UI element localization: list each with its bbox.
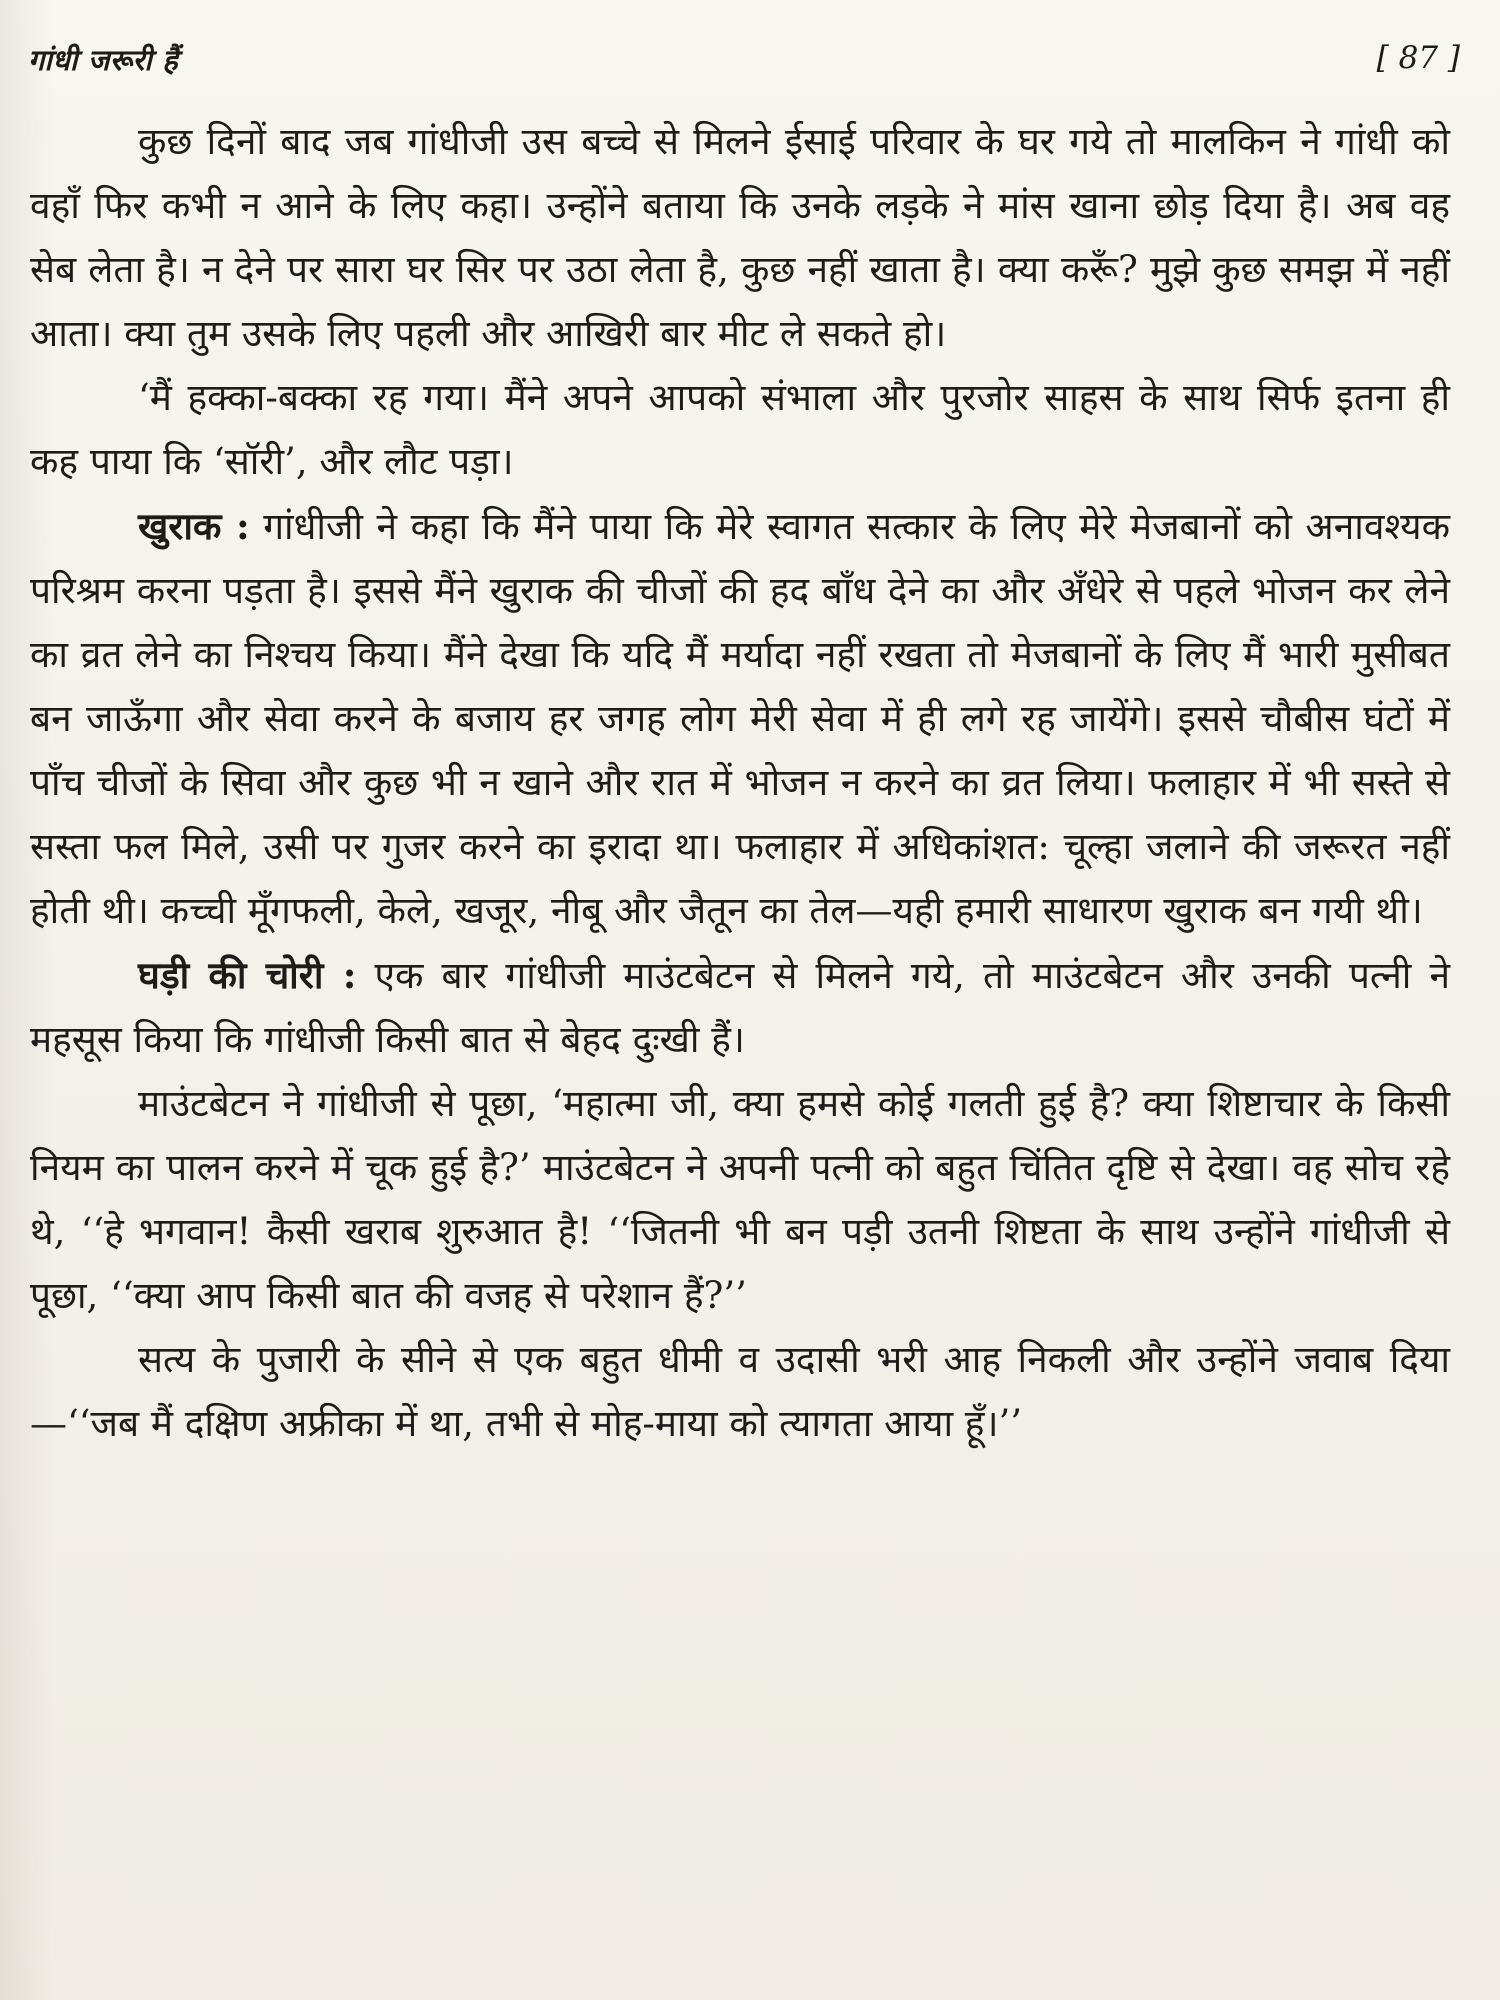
page-header	[28, 40, 1460, 84]
paragraph-text: सत्य के पुजारी के सीने से एक बहुत धीमी व उदासी भरी आह निकली और उन्होंने जवाब दिया—‘‘जब मैं दक्षिण अफ्रीका में था, तभी से मोह-माया को त्यागता आया हूँ।’’	[30, 1338, 1450, 1445]
paragraph-watch-theft	[30, 943, 1450, 1072]
running-title: गांधी जरूरी हैं	[28, 43, 178, 77]
paragraph-text: एक बार गांधीजी माउंटबेटन से मिलने गये, तो माउंटबेटन और उनकी पत्नी ने महसूस किया कि गांधीजी किसी बात से बेहद दुःखी हैं।	[30, 954, 1450, 1061]
paragraph-reaction	[30, 366, 1450, 494]
paragraph-visit	[30, 110, 1450, 366]
paragraph-gandhi-answer	[30, 1328, 1450, 1456]
paragraph-text: गांधीजी ने कहा कि मैंने पाया कि मेरे स्वागत सत्कार के लिए मेरे मेजबानों को अनावश्यक परिश्रम करना पड़ता है। इससे मैंने खुराक की चीजों की हद बाँध देने का और अँधेरे से पहले भोजन कर लेने का व्रत लेने का निश्चय किया। मैंने देखा कि यदि मैं मर्यादा नहीं रखता तो मेजबानों के लिए मैं भारी मुसीबत बन जाऊँगा और सेवा करने के बजाय हर जगह लोग मेरी सेवा में ही लगे रह जायेंगे। इससे चौबीस घंटों में पाँच चीजों के सिवा और कुछ भी न खाने और रात में भोजन न करने का व्रत लिया। फलाहार में भी सस्ते से सस्ता फल मिले, उसी पर गुजर करने का इरादा था। फलाहार में अधिकांशत: चूल्हा जलाने की जरूरत नहीं होती थी। कच्ची मूँगफली, केले, खजूर, नीबू और जैतून का तेल—यही हमारी साधारण खुराक बन गयी थी।	[30, 505, 1450, 932]
paragraph-text: कुछ दिनों बाद जब गांधीजी उस बच्चे से मिलने ईसाई परिवार के घर गये तो मालकिन ने गांधी को वहाँ फिर कभी न आने के लिए कहा। उन्होंने बताया कि उनके लड़के ने मांस खाना छोड़ दिया है। अब वह सेब लेता है। न देने पर सारा घर सिर पर उठा लेता है, कुछ नहीं खाता है। क्या करूँ? मुझे कुछ समझ में नहीं आता। क्या तुम उसके लिए पहली और आखिरी बार मीट ले सकते हो।	[30, 120, 1450, 355]
section-heading-diet: खुराक :	[138, 504, 250, 548]
paragraph-diet	[30, 494, 1450, 943]
paragraph-mountbatten-question	[30, 1072, 1450, 1328]
section-heading-watch-theft: घड़ी की चोरी :	[138, 953, 357, 997]
page-body	[30, 110, 1450, 1456]
paragraph-text: माउंटबेटन ने गांधीजी से पूछा, ‘महात्मा जी, क्या हमसे कोई गलती हुई है? क्या शिष्टाचार के किसी नियम का पालन करने में चूक हुई है?’ माउंटबेटन ने अपनी पत्नी को बहुत चिंतित दृष्टि से देखा। वह सोच रहे थे, ‘‘हे भगवान! कैसी खराब शुरुआत है! ‘‘जितनी भी बन पड़ी उतनी शिष्टता के साथ उन्होंने गांधीजी से पूछा, ‘‘क्या आप किसी बात की वजह से परेशान हैं?’’	[30, 1082, 1450, 1317]
paragraph-text: ‘मैं हक्का-बक्का रह गया। मैंने अपने आपको संभाला और पुरजोर साहस के साथ सिर्फ इतना ही कह पाया कि ‘सॉरी’, और लौट पड़ा।	[30, 376, 1450, 483]
page-number: [ 87 ]	[1376, 40, 1460, 76]
